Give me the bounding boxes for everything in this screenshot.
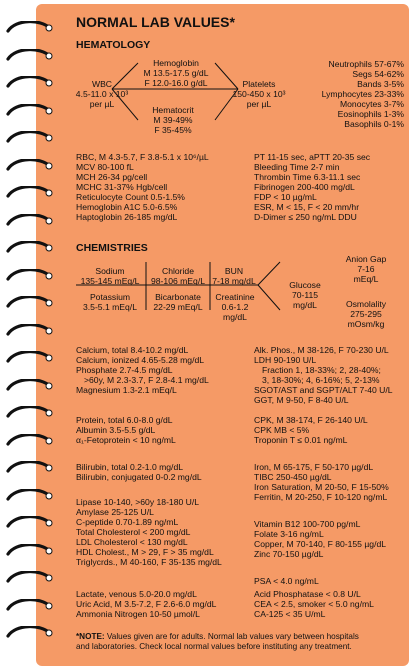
glucose-value: Glucose 70-115 mg/dL: [289, 280, 321, 310]
chemistries-heading: CHEMISTRIES: [76, 242, 148, 254]
wbc-value: WBC 4.5-11.0 x 10³ per µL: [75, 79, 129, 109]
minerals-list: Calcium, total 8.4-10.2 mg/dL Calcium, ionized 4.65-5.28 mg/dL Phosphate 2.7-4.5 mg/dL >60y, M 2.3-3.7, F 2.8-4.1 mg/dL Magnesium 1.3-2.1 mEq/L: [76, 345, 209, 395]
bun-value: BUN 7-18 mg/dL: [212, 266, 256, 286]
anion-gap-value: Anion Gap 7-16 mEq/L: [345, 254, 387, 284]
iron-list: Iron, M 65-175, F 50-170 µg/dL TIBC 250-450 µg/dL Iron Saturation, M 20-50, F 15-50% Ferritin, M 20-250, F 10-120 ng/mL: [254, 462, 389, 502]
hematology-left-list: RBC, M 4.3-5.7, F 3.8-5.1 x 10⁶/µL MCV 80-100 fL MCH 26-34 pg/cell MCHC 31-37% Hgb/cell Reticulocyte Count 0.5-1.5% Hemoglobin A1C 5.0-6.5% Haptoglobin 26-185 mg/dL: [76, 152, 209, 222]
osmolality-value: Osmolality 275-295 mOsm/kg: [345, 299, 387, 329]
hematocrit-value: Hematocrit M 39-49% F 35-45%: [152, 105, 194, 135]
footnote: *NOTE: Values given are for adults. Normal lab values vary between hospitals and laboratories. Check local normal values before instituting any treatment.: [76, 632, 359, 651]
bilirubin-list: Bilirubin, total 0.2-1.0 mg/dL Bilirubin, conjugated 0-0.2 mg/dL: [76, 462, 202, 482]
chloride-value: Chloride 98-106 mEq/L: [151, 266, 205, 286]
metabolites-list: Lactate, venous 5.0-20.0 mg/dL Uric Acid, M 3.5-7.2, F 2.6-6.0 mg/dL Ammonia Nitrogen 10-50 µmol/L: [76, 589, 217, 619]
psa-value: PSA < 4.0 ng/mL: [254, 576, 319, 586]
hematology-heading: HEMATOLOGY: [76, 39, 151, 51]
potassium-value: Potassium 3.5-5.1 mEq/L: [83, 292, 137, 312]
hematology-right-list: PT 11-15 sec, aPTT 20-35 sec Bleeding Time 2-7 min Thrombin Time 6.3-11.1 sec Fibrinogen 200-400 mg/dL FDP < 10 µg/mL ESR, M < 15, F < 20 mm/hr D-Dimer ≤ 250 ng/mL DDU: [254, 152, 371, 222]
hemoglobin-value: Hemoglobin M 13.5-17.5 g/dL F 12.0-16.0 g/dL: [143, 58, 209, 88]
sodium-value: Sodium 135-145 mEq/L: [80, 266, 140, 286]
vitamins-list: Vitamin B12 100-700 pg/mL Folate 3-16 ng/mL Copper, M 70-140, F 80-155 µg/dL Zinc 70-150 µg/dL: [254, 519, 387, 559]
differential-list: Neutrophils 57-67% Segs 54-62% Bands 3-5% Lymphocytes 23-33% Monocytes 3-7% Eosinophils 1-3% Basophils 0-1%: [321, 59, 404, 129]
tumor-markers-list: Acid Phosphatase < 0.8 U/L CEA < 2.5, smoker < 5.0 ng/mL CA-125 < 35 U/mL: [254, 589, 374, 619]
cardiac-list: CPK, M 38-174, F 26-140 U/L CPK MB < 5% Troponin T ≤ 0.01 ng/mL: [254, 415, 368, 445]
creatinine-value: Creatinine 0.6-1.2 mg/dL: [215, 292, 255, 322]
protein-list: Protein, total 6.0-8.0 g/dL Albumin 3.5-5.5 g/dL α₁-Fetoprotein < 10 ng/mL: [76, 415, 176, 445]
page-title: NORMAL LAB VALUES*: [76, 14, 235, 30]
enzymes-list: Alk. Phos., M 38-126, F 70-230 U/L LDH 90-190 U/L Fraction 1, 18-33%; 2, 28-40%; 3, 18-30%; 4, 6-16%; 5, 2-13% SGOT/AST and SGPT/ALT 7-40 U/L GGT, M 9-50, F 8-40 U/L: [254, 345, 393, 405]
bicarbonate-value: Bicarbonate 22-29 mEq/L: [153, 292, 203, 312]
platelets-value: Platelets 150-450 x 10³ per µL: [232, 79, 286, 109]
lipids-list: Lipase 10-140, >60y 18-180 U/L Amylase 25-125 U/L C-peptide 0.70-1.89 ng/mL Total Cholesterol < 200 mg/dL LDL Cholesterol < 130 mg/dL HDL Cholest., M > 29, F > 35 mg/dL Triglycrds., M 40-160, F 35-135 mg/dL: [76, 497, 222, 567]
